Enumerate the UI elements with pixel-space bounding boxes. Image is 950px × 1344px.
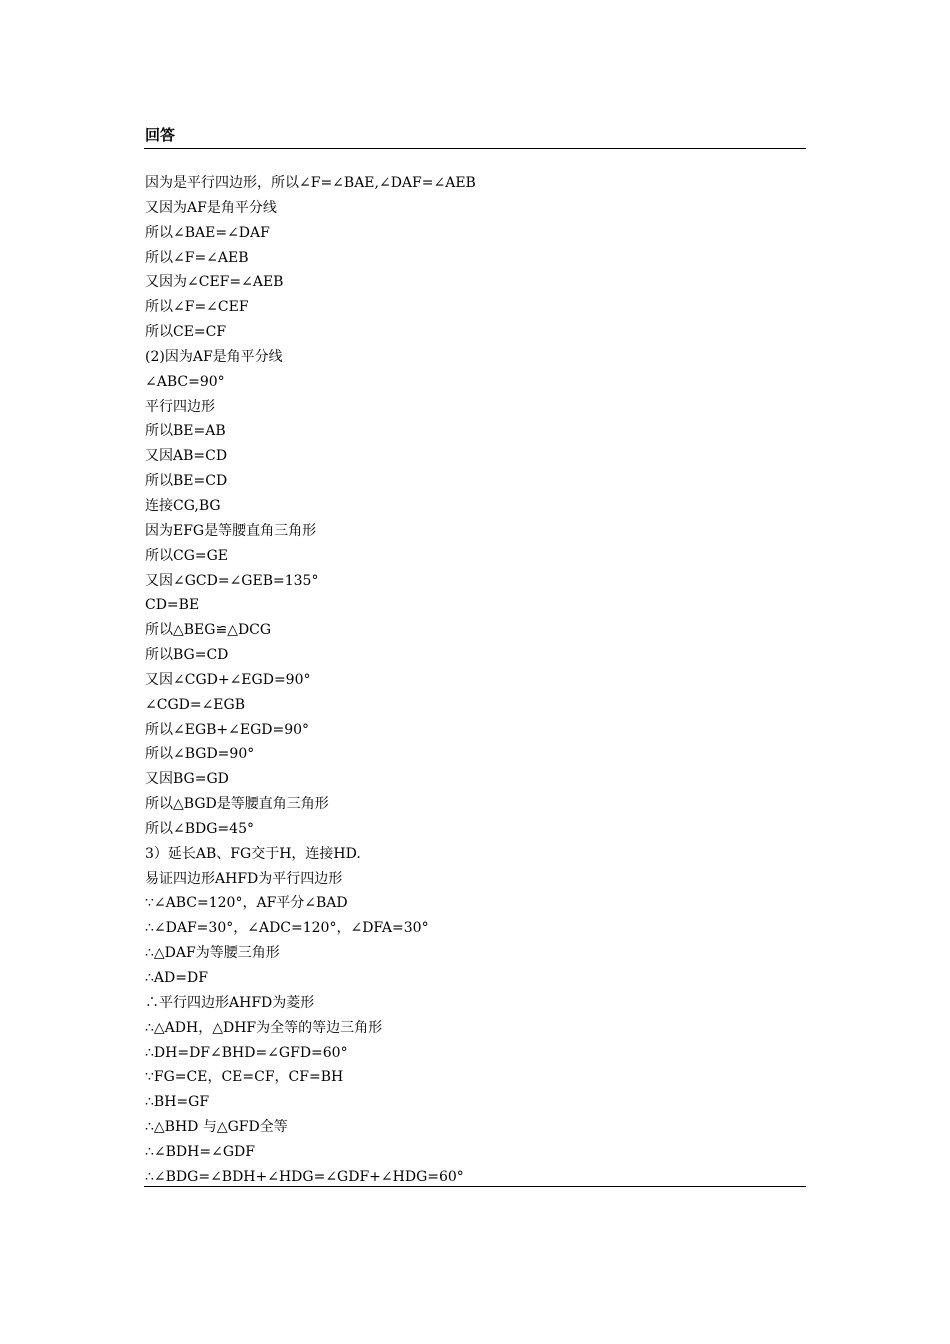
answer-lines <box>144 171 806 1190</box>
answer-line: 连接CG,BG <box>145 497 221 514</box>
answer-line: 又因BG=GD <box>145 771 229 788</box>
answer-line: 所以△BGD是等腰直角三角形 <box>145 796 329 813</box>
answer-line: 所以△BEG≌△DCG <box>145 622 272 639</box>
answer-line: (2)因为AF是角平分线 <box>145 348 283 365</box>
answer-line: 所以∠BAE=∠DAF <box>145 224 270 241</box>
answer-page <box>144 124 806 1187</box>
answer-line: ∴DH=DF∠BHD=∠GFD=60° <box>145 1044 348 1061</box>
answer-line: 又因AB=CD <box>145 448 228 465</box>
answer-line: 又因为∠CEF=∠AEB <box>145 274 284 291</box>
answer-line: 所以CE=CF <box>145 324 227 341</box>
heading-divider <box>144 148 806 149</box>
answer-line: 易证四边形AHFD为平行四边形 <box>145 870 343 887</box>
answer-line: 又因为AF是角平分线 <box>145 199 277 216</box>
answer-line: 所以CG=GE <box>145 547 229 564</box>
answer-line: ∴平行四边形AHFD为菱形 <box>145 994 315 1011</box>
answer-line: ∴∠BDH=∠GDF <box>145 1143 255 1160</box>
answer-line: ∴AD=DF <box>145 970 208 986</box>
answer-line: ∴∠BDG=∠BDH+∠HDG=∠GDF+∠HDG=60° <box>145 1168 464 1185</box>
answer-line: ∴△DAF为等腰三角形 <box>145 945 280 962</box>
answer-line: ∴BH=GF <box>145 1094 210 1111</box>
answer-line: 所以∠BDG=45° <box>145 820 254 837</box>
answer-heading: 回答 <box>145 126 176 144</box>
answer-line: ∵∠ABC=120°，AF平分∠BAD <box>145 895 348 912</box>
answer-line: 因为是平行四边形，所以∠F=∠BAE,∠DAF=∠AEB <box>145 175 476 191</box>
answer-line: 所以∠F=∠AEB <box>145 249 249 266</box>
answer-line: 又因∠CGD+∠EGD=90° <box>145 671 311 688</box>
answer-line: 所以BG=CD <box>145 647 229 664</box>
answer-line: ∠CGD=∠EGB <box>145 696 246 713</box>
answer-line: ∴△ADH，△DHF为全等的等边三角形 <box>145 1019 383 1036</box>
answer-line: 平行四边形 <box>145 398 215 415</box>
answer-line: ∵FG=CE，CE=CF，CF=BH <box>145 1069 344 1086</box>
answer-line: 所以∠EGB+∠EGD=90° <box>145 721 310 738</box>
answer-line: ∴∠DAF=30°，∠ADC=120°，∠DFA=30° <box>145 920 429 937</box>
answer-line: ∴△BHD 与△GFD全等 <box>145 1119 288 1136</box>
answer-line: ∠ABC=90° <box>145 373 225 390</box>
answer-line: 所以∠BGD=90° <box>145 746 255 763</box>
answer-line: 所以BE=AB <box>145 423 226 440</box>
answer-line: 又因∠GCD=∠GEB=135° <box>145 572 319 589</box>
answer-line: 因为EFG是等腰直角三角形 <box>145 522 317 539</box>
answer-line: 所以∠F=∠CEF <box>145 299 249 316</box>
answer-line: 3）延长AB、FG交于H，连接HD. <box>145 845 361 862</box>
answer-line: 所以BE=CD <box>145 473 228 490</box>
answer-line: CD=BE <box>145 597 200 614</box>
